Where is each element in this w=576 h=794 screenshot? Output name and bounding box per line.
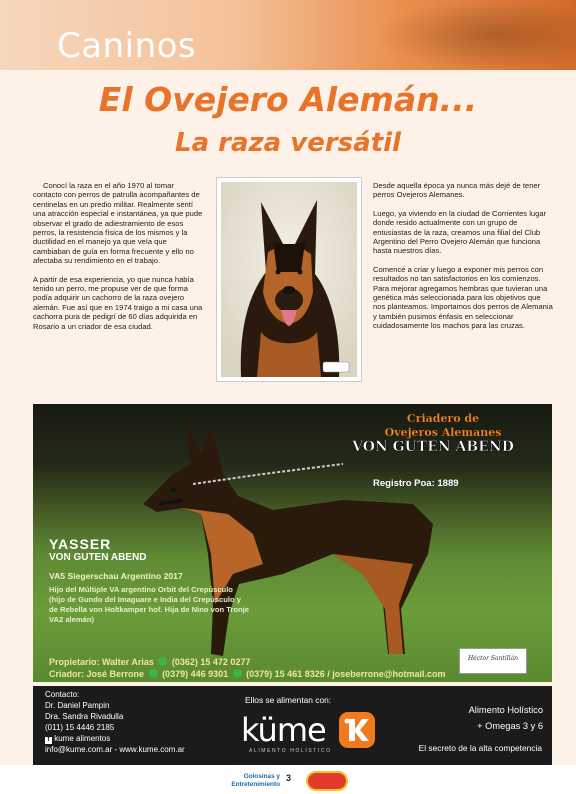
article-left-column: [33, 181, 203, 340]
article-subtitle: La raza versátil: [175, 128, 401, 158]
photographer-signature-stamp: Héctor Santillán: [459, 648, 527, 674]
facebook-handle: kume alimentos: [54, 734, 111, 743]
owner-label: Propietario: Walter Arias: [49, 657, 154, 667]
kennel-advertisement: [33, 404, 552, 682]
facebook-line: [45, 733, 185, 744]
section-title: Caninos: [57, 26, 197, 66]
footer-section-line: Golosinas y: [243, 773, 280, 780]
owner-line: [49, 657, 250, 667]
paragraph: Desde aquella época ya nunca más dejé de tener perros Ovejeros Alemanes.: [373, 181, 541, 200]
breeder-phone-2: (0379) 15 461 8326 / joseberrone@hotmail.com: [246, 669, 446, 679]
product-claim: Alimento Holístico: [468, 705, 543, 715]
contact-phone: (011) 15 4446 2185: [45, 723, 115, 732]
contact-block: [45, 689, 185, 755]
kume-tagline: Ellos se alimentan con:: [245, 695, 332, 705]
paragraph: Luego, ya viviendo en la ciudad de Corrientes lugar donde resido actualmente con un grupo de entusiastas de la raza, creamos una filial del Club Argentino del Perro Ovejero Alemán que funciona hasta nuestros días.: [373, 208, 547, 256]
kennel-heading-line2: Ovejeros Alemanes: [384, 426, 502, 439]
contact-name: Dra. Sandra Rivadulla: [45, 712, 124, 721]
kume-advertisement: [33, 686, 552, 765]
kume-k-icon: [339, 712, 375, 748]
paragraph: Conocí la raza en el año 1970 al tomar contacto con perros de patrulla acompañantes de centinelas en un predio militar. Realmente sentí una atracción especial e instantánea, ya que pude observar el grado de adiestramiento de esos perros, la resistencia física de los mismos y la ductilidad en el manejo ya que veía que cambiaban de guía en forma frecuente y ello no afectaba su rendimiento en el trabajo.: [33, 181, 203, 266]
magazine-logo: [306, 771, 348, 791]
dog-kennel-suffix: VON GUTEN ABEND: [49, 552, 147, 563]
breeder-phone-1: (0379) 446 9301: [162, 669, 229, 679]
contact-web: info@kume.com.ar - www.kume.com.ar: [45, 745, 185, 754]
whatsapp-icon: [233, 669, 242, 678]
article-title: El Ovejero Alemán...: [98, 80, 478, 119]
paragraph: A partir de esa experiencia, yo que nunca había tenido un perro, me propuse ver de que forma podía adquirir un cachorro de la raza ovejero alemán. Fue así que en 1974 traigo a mi casa una cachorra pura de pedigrí de 60 días adquirida en Rosario a un criador de esa ciudad.: [33, 274, 203, 331]
footer-section-line: Entretenimiento: [231, 781, 280, 788]
dog-name: YASSER: [49, 536, 112, 552]
paragraph: Comencé a criar y luego a exponer mis perros con resultados no tan satisfactorios en los comienzos.: [373, 264, 544, 284]
page-footer: [0, 765, 576, 794]
dog-portrait-photo: [217, 178, 361, 381]
kume-logo-text: küme: [241, 711, 326, 749]
header-dog-photo: [376, 0, 576, 70]
section-header: [0, 0, 576, 70]
dog-lineage: Hijo del Múltiple VA argentino Orbit del Crepúsculo (hijo de Gundo del Imaguare e India del Crepúsculo y de Rebella von Holtkamper hof. Hija de Nino von Tronje VA2 alemán): [49, 585, 249, 624]
kume-slogan: El secreto de la alta competencia: [418, 743, 542, 753]
footer-section-name: [222, 773, 280, 789]
contact-label: Contacto:: [45, 690, 80, 699]
contact-name: Dr. Daniel Pampin: [45, 701, 110, 710]
owner-phone: (0362) 15 472 0277: [171, 657, 251, 667]
breeder-label: Criador: José Berrone: [49, 669, 145, 679]
whatsapp-icon: [158, 657, 167, 666]
article-right-column: [373, 181, 553, 340]
product-claims: [431, 702, 543, 734]
registration-number: Registro Poa: 1889: [373, 478, 459, 489]
paragraph: Para mejorar agregamos hembras que tuvieran una genética más seleccionada para los objetivos que nos planteamos. Importamos dos perros de Alemania y también pusimos énfasis en seleccionar cuidadosamente los machos para las cruzas.: [373, 283, 553, 331]
breeder-line: [49, 669, 446, 679]
product-claim: + Omegas 3 y 6: [477, 721, 543, 731]
kume-logo-subtitle: ALIMENTO HOLÍSTICO: [249, 748, 332, 754]
dog-portrait-image: [221, 182, 357, 377]
kennel-name: VON GUTEN ABEND: [352, 439, 514, 455]
award-title: VA5 Siegerschau Argentino 2017: [49, 571, 183, 581]
whatsapp-icon: [149, 669, 158, 678]
kume-logo-mark: [339, 712, 375, 748]
facebook-icon: f: [45, 737, 52, 744]
page-number: 3: [286, 773, 292, 783]
kennel-heading-line1: Criadero de: [406, 412, 480, 425]
